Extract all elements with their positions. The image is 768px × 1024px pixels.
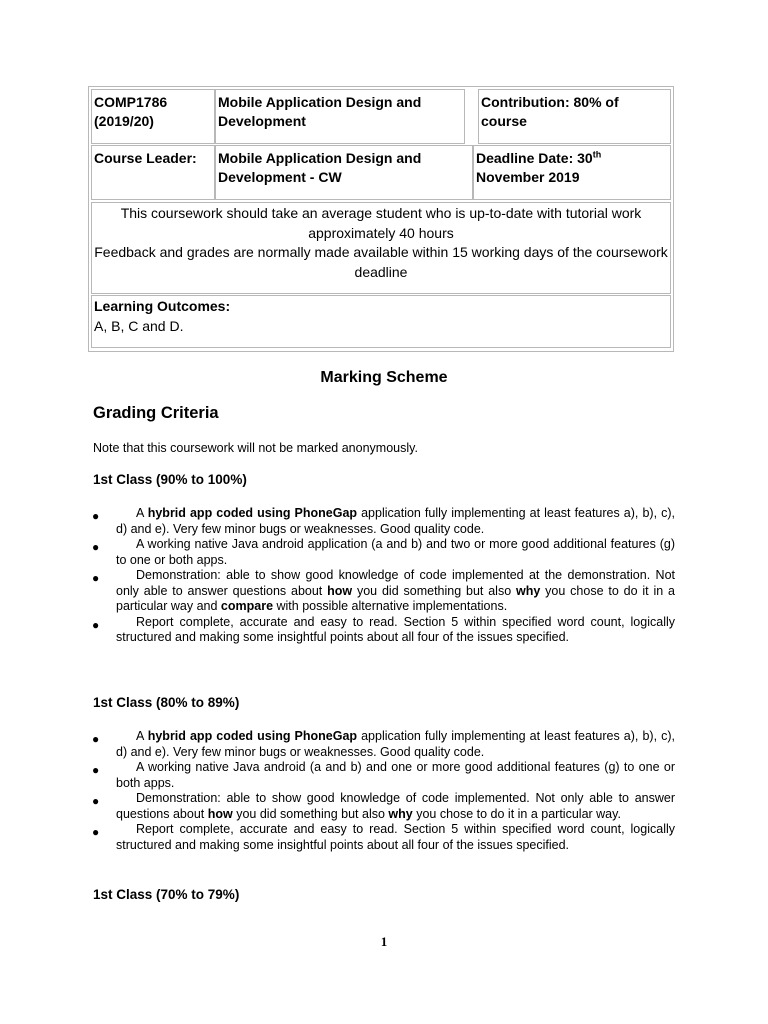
- list-item: [92, 729, 675, 760]
- class-heading: 1st Class (90% to 100%): [93, 472, 247, 487]
- emphasis: why: [388, 806, 413, 821]
- page-number: 1: [380, 934, 388, 949]
- contribution-cell: [478, 89, 671, 144]
- list-item: [92, 760, 675, 791]
- text: Report complete, accurate and easy to read. Section 5 within specified word count, logically structured and making some insightful points about all four of the issues specified.: [116, 822, 675, 852]
- bullet-icon: ●: [92, 617, 100, 632]
- deadline-prefix: Deadline Date: 30: [476, 150, 593, 166]
- text: Demonstration: able to show good knowledge of code implemented at the demonstration. Not only able to answer questions about: [116, 568, 675, 598]
- text: Demonstration: able to show good knowledge of code implemented. Not only able to answer questions about: [116, 791, 675, 821]
- grading-criteria-heading: Grading Criteria: [93, 404, 219, 422]
- course-leader-label: Course Leader:: [94, 150, 197, 166]
- text: A: [136, 729, 148, 743]
- bullet-icon: ●: [92, 825, 100, 839]
- text: you chose to do it in a particular way.: [412, 806, 621, 821]
- emphasis: why: [516, 583, 541, 598]
- marking-scheme-heading: Marking Scheme: [320, 369, 448, 386]
- emphasis: how: [207, 806, 233, 821]
- learning-outcomes-cell: [91, 295, 671, 348]
- bullet-icon: ●: [92, 540, 100, 554]
- list-item: [92, 568, 675, 615]
- module-title: Mobile Application Design and Development: [218, 94, 422, 129]
- coursework-title: Mobile Application Design and Development - CW: [218, 150, 422, 185]
- module-info-table: [88, 86, 674, 352]
- emphasis: hybrid app coded using PhoneGap: [147, 729, 358, 743]
- list-item: [92, 615, 675, 646]
- anonymity-note: Note that this coursework will not be marked anonymously.: [93, 441, 418, 455]
- text: you chose to do it in a particular way and: [116, 583, 675, 613]
- text: Report complete, accurate and easy to read. Section 5 within specified word count, logically structured and making some insightful points about all four of the issues specified.: [116, 614, 675, 644]
- module-code: COMP1786: [94, 94, 168, 110]
- feedback-text: Feedback and grades are normally made available within 15 working days of the coursework deadline: [94, 244, 668, 280]
- learning-outcomes-value: A, B, C and D.: [94, 317, 184, 334]
- text: A working native Java android application (a and b) and two or more good additional features (g) to one or both apps.: [116, 537, 675, 567]
- effort-text: This coursework should take an average student who is up-to-date with tutorial work approximately 40 hours: [120, 205, 642, 241]
- effort-cell: [91, 202, 671, 294]
- emphasis: hybrid app coded using PhoneGap: [147, 506, 358, 520]
- contribution: Contribution: 80% of course: [481, 94, 619, 129]
- bullet-icon: ●: [92, 732, 100, 746]
- list-item: [92, 506, 675, 537]
- leader-cell: [91, 145, 215, 200]
- text: A: [136, 506, 148, 520]
- deadline-cell: [473, 145, 671, 200]
- module-code-cell: [91, 89, 215, 144]
- bullet-icon: ●: [92, 763, 100, 777]
- text: A working native Java android (a and b) and one or more good additional features (g) to one or both apps.: [116, 760, 675, 790]
- learning-outcomes-label: Learning Outcomes:: [94, 298, 231, 314]
- module-title-cell: [215, 89, 465, 144]
- text: with possible alternative implementations.: [273, 599, 508, 613]
- bullet-list: [92, 729, 675, 853]
- text: application fully implementing at least features a), b), c), d) and e). Very few minor bugs or weaknesses. Good quality code.: [116, 729, 675, 759]
- list-item: [92, 537, 675, 568]
- emphasis: how: [327, 583, 353, 598]
- text: application fully implementing at least features a), b), c), d) and e). Very few minor bugs or weaknesses. Good quality code.: [116, 506, 675, 536]
- bullet-icon: ●: [92, 794, 100, 808]
- text: you did something but also: [232, 806, 389, 821]
- list-item: [92, 791, 675, 822]
- class-heading: 1st Class (80% to 89%): [93, 695, 240, 710]
- bullet-list: [92, 506, 675, 646]
- bullet-icon: ●: [92, 509, 100, 523]
- emphasis: compare: [220, 599, 274, 613]
- bullet-icon: ●: [92, 571, 100, 585]
- deadline-ordinal: th: [592, 149, 602, 160]
- module-year: (2019/20): [94, 113, 154, 129]
- text: you did something but also: [352, 583, 517, 598]
- deadline-suffix: November 2019: [476, 169, 580, 185]
- coursework-title-cell: [215, 145, 473, 200]
- list-item: [92, 822, 675, 853]
- class-heading: 1st Class (70% to 79%): [93, 887, 240, 902]
